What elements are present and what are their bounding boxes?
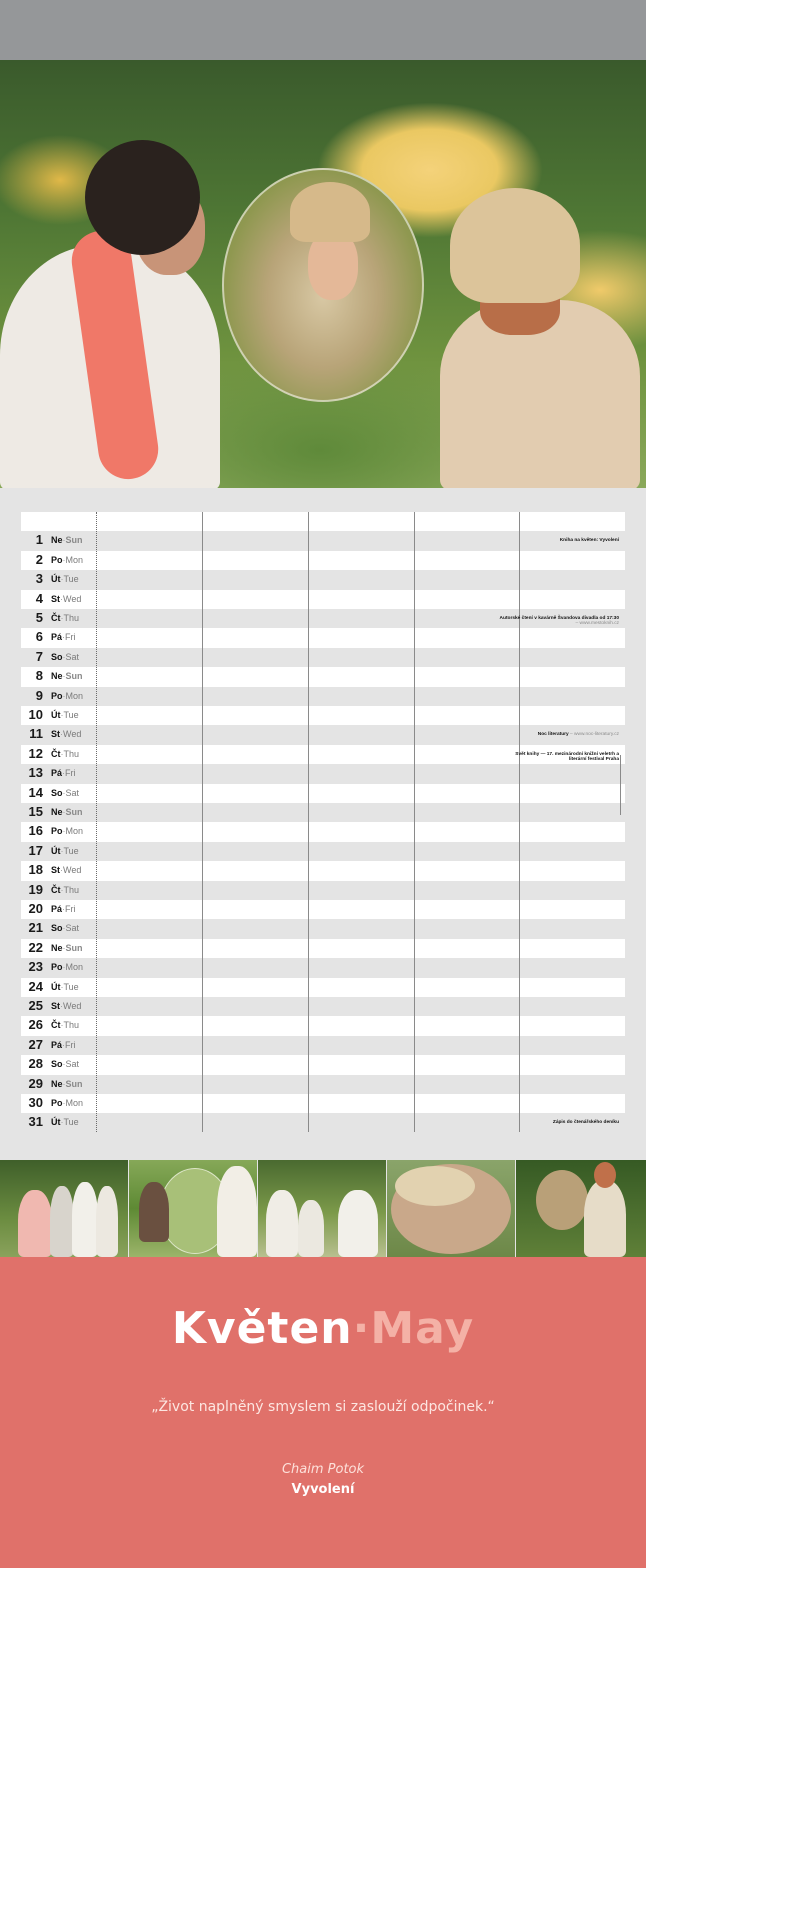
calendar-day-row	[21, 939, 625, 958]
month-title-separator: ·	[352, 1303, 371, 1354]
day-number: 2	[35, 551, 43, 567]
calendar-day-row	[21, 706, 625, 725]
photo-mirror-hat	[290, 182, 370, 242]
day-name-czech: So	[51, 923, 63, 934]
day-number: 15	[28, 804, 43, 819]
day-number: 19	[28, 881, 43, 897]
day-name	[51, 807, 83, 817]
day-name-czech: St	[51, 593, 60, 604]
day-name-czech: Po	[51, 690, 63, 701]
event-note-text: Autorské čtení v kavárně Švandova divadla od 17:30	[499, 616, 619, 621]
day-name	[51, 885, 79, 895]
day-name-english: Wed	[63, 865, 82, 876]
calendar-day-row	[21, 570, 625, 589]
strip-photo-2	[129, 1160, 257, 1257]
day-number: 23	[28, 959, 43, 975]
day-name	[51, 865, 81, 875]
calendar-day-row	[21, 803, 625, 822]
day-name-czech: Ne	[51, 942, 63, 953]
strip-photo-5	[516, 1160, 646, 1257]
day-name-english: Mon	[65, 962, 84, 973]
photo-hair-left	[85, 140, 200, 255]
day-number: 18	[28, 862, 43, 878]
day-name-separator: ·	[60, 613, 64, 623]
calendar-day-row	[21, 648, 625, 667]
day-name-czech: Čt	[51, 884, 61, 895]
day-name-czech: So	[51, 1059, 63, 1070]
day-name-separator: ·	[62, 1098, 66, 1108]
day-number: 12	[28, 745, 43, 761]
day-name-english: Sun	[65, 942, 83, 953]
calendar-day-row	[21, 861, 625, 880]
day-number: 9	[35, 687, 43, 703]
calendar-day-row	[21, 1016, 625, 1035]
day-name	[51, 923, 79, 933]
day-number: 14	[28, 784, 43, 800]
event-note-text: Kniha na květen: Vyvolení	[559, 538, 619, 544]
day-name-czech: Út	[51, 1117, 61, 1128]
day-name-separator: ·	[62, 787, 66, 798]
day-name-separator: ·	[62, 690, 66, 701]
day-name-english: Sun	[65, 535, 83, 546]
day-name-czech: Ne	[51, 671, 63, 682]
event-note-text: Noc literatury	[537, 732, 569, 738]
day-name	[51, 1040, 76, 1050]
calendar-event-note	[499, 616, 619, 627]
calendar-day-row	[21, 1055, 625, 1074]
strip-photo-3	[258, 1160, 386, 1257]
day-name-czech: Čt	[51, 1020, 61, 1031]
day-name-czech: Po	[51, 962, 63, 973]
day-name	[51, 749, 79, 759]
day-name-separator: ·	[62, 632, 66, 643]
calendar-day-row	[21, 900, 625, 919]
calendar-day-row	[21, 919, 625, 938]
day-name-czech: Út	[51, 981, 61, 992]
day-number: 8	[35, 668, 43, 684]
day-name-czech: Út	[51, 845, 61, 856]
day-name-english: Thu	[63, 613, 80, 623]
day-name-separator: ·	[62, 768, 66, 779]
calendar-day-row	[21, 628, 625, 647]
month-title	[0, 1303, 646, 1354]
calendar-column-line	[519, 512, 520, 1132]
calendar-day-row	[21, 1094, 625, 1113]
day-name-separator: ·	[60, 1001, 63, 1011]
month-title-czech: Květen	[171, 1303, 353, 1354]
day-name	[51, 904, 76, 914]
day-name-english: Wed	[63, 729, 82, 740]
day-name-english: Tue	[63, 710, 79, 720]
day-number: 3	[35, 571, 43, 587]
day-name	[51, 768, 76, 778]
day-name	[51, 846, 79, 856]
day-name	[51, 574, 79, 584]
day-number: 26	[28, 1017, 43, 1033]
day-name-english: Fri	[65, 768, 76, 779]
day-name-english: Thu	[63, 884, 80, 895]
day-name-czech: Út	[51, 574, 61, 585]
calendar-day-row	[21, 1036, 625, 1055]
day-number: 29	[28, 1075, 43, 1091]
day-name-english: Fri	[65, 904, 76, 914]
blank-area	[0, 1568, 646, 1928]
day-name	[51, 982, 79, 992]
day-number: 4	[35, 590, 43, 606]
calendar-event-note	[499, 732, 619, 737]
day-name-czech: Čt	[51, 748, 61, 759]
day-name	[51, 535, 83, 545]
day-name-english: Tue	[63, 574, 79, 585]
day-name-english: Sat	[65, 651, 80, 662]
top-bar	[0, 0, 646, 60]
calendar-day-row	[21, 1075, 625, 1094]
day-name-english: Wed	[63, 593, 82, 604]
day-name-english: Fri	[65, 1039, 76, 1050]
day-number: 10	[28, 707, 43, 722]
day-name-separator: ·	[62, 1078, 66, 1089]
footer-panel	[0, 1257, 646, 1568]
event-note-url: – www.noc-literatury.cz	[570, 732, 619, 738]
day-name-english: Sun	[65, 671, 83, 682]
calendar-day-row	[21, 784, 625, 803]
day-number: 17	[28, 842, 43, 858]
day-number: 25	[28, 998, 43, 1013]
day-name-english: Thu	[63, 748, 80, 759]
day-name	[51, 652, 79, 662]
day-name-separator: ·	[60, 574, 64, 585]
quote-text: „Život naplněný smyslem si zaslouží odpočinek.“	[151, 1399, 495, 1415]
day-name-english: Sat	[65, 787, 80, 798]
day-number: 7	[35, 648, 43, 664]
calendar-day-row	[21, 881, 625, 900]
day-number: 16	[28, 823, 43, 839]
day-name-separator: ·	[62, 1039, 66, 1050]
calendar-column-line	[308, 512, 309, 1132]
calendar-event-note	[499, 1120, 619, 1125]
calendar-day-row	[21, 687, 625, 706]
day-name-czech: Pá	[51, 632, 63, 643]
day-name-separator: ·	[60, 865, 63, 876]
quote-book-title: Vyvolení	[291, 1482, 355, 1497]
day-name-czech: So	[51, 787, 63, 798]
day-name	[51, 555, 83, 565]
day-name-czech: Po	[51, 1098, 63, 1108]
calendar-day-row	[21, 590, 625, 609]
day-name-czech: Ne	[51, 1078, 63, 1089]
calendar-column-line	[202, 512, 203, 1132]
day-name-separator: ·	[60, 729, 63, 740]
calendar-day-row	[21, 997, 625, 1016]
day-name-separator: ·	[60, 593, 63, 604]
day-number: 27	[28, 1036, 43, 1052]
calendar-day-row	[21, 764, 625, 783]
day-name	[51, 962, 83, 972]
day-number: 21	[28, 920, 43, 936]
day-name-english: Mon	[65, 1098, 84, 1108]
day-name-separator: ·	[62, 554, 66, 565]
day-name-english: Sat	[65, 923, 80, 934]
day-name-english: Fri	[65, 632, 76, 643]
day-number: 30	[28, 1095, 43, 1110]
day-name-czech: Pá	[51, 904, 63, 914]
day-name-czech: Út	[51, 710, 61, 720]
day-name-english: Tue	[63, 981, 79, 992]
day-name-english: Sun	[65, 1078, 83, 1089]
day-number: 24	[28, 978, 43, 994]
day-name	[51, 1098, 83, 1108]
calendar-day-row	[21, 958, 625, 977]
monthly-calendar-grid	[21, 512, 625, 1132]
event-note-text: Svět knihy — 17. mezinárodní knižní veletrh a literární festival Praha	[515, 751, 619, 763]
month-title-english: May	[370, 1303, 475, 1354]
day-name	[51, 943, 83, 953]
day-name-separator: ·	[62, 1059, 66, 1070]
day-number: 13	[28, 765, 43, 781]
quote-author: Chaim Potok	[281, 1462, 365, 1477]
day-name-separator: ·	[60, 748, 64, 759]
day-name-czech: Po	[51, 826, 63, 837]
calendar-day-row	[21, 667, 625, 686]
calendar-day-row	[21, 842, 625, 861]
day-number: 20	[28, 901, 43, 916]
day-name	[51, 788, 79, 798]
day-name-separator: ·	[60, 981, 64, 992]
day-name-english: Sun	[65, 807, 83, 817]
day-number: 28	[28, 1056, 43, 1072]
day-name-czech: Pá	[51, 1039, 63, 1050]
day-name	[51, 1079, 83, 1089]
day-name-english: Mon	[65, 826, 84, 837]
strip-photo-4	[387, 1160, 515, 1257]
day-name-separator: ·	[62, 671, 66, 682]
day-name-czech: Ne	[51, 535, 63, 546]
day-number: 6	[35, 629, 43, 645]
day-name-separator: ·	[62, 651, 66, 662]
day-number: 31	[28, 1114, 43, 1130]
calendar-column-line	[96, 512, 97, 1132]
calendar-day-row	[21, 978, 625, 997]
day-name-separator: ·	[62, 942, 66, 953]
day-name-english: Tue	[63, 1117, 79, 1128]
day-name-czech: Ne	[51, 807, 63, 817]
day-name-english: Thu	[63, 1020, 80, 1031]
day-name	[51, 613, 79, 623]
day-name	[51, 1001, 81, 1011]
day-name-english: Wed	[63, 1001, 82, 1011]
calendar-event-note	[499, 752, 619, 763]
day-number: 1	[35, 532, 43, 548]
day-name	[51, 826, 83, 836]
day-name	[51, 1020, 79, 1030]
day-name-separator: ·	[62, 807, 66, 817]
day-name-separator: ·	[60, 1020, 64, 1031]
day-name-english: Sat	[65, 1059, 80, 1070]
day-name-separator: ·	[60, 845, 64, 856]
day-name-czech: St	[51, 729, 60, 740]
day-name	[51, 691, 83, 701]
day-name	[51, 729, 81, 739]
day-name-separator: ·	[62, 962, 66, 973]
photo-strip	[0, 1160, 646, 1257]
day-name-english: Mon	[65, 554, 84, 565]
day-name-czech: Pá	[51, 768, 63, 779]
day-name	[51, 594, 81, 604]
day-name-separator: ·	[62, 923, 66, 934]
day-name	[51, 710, 79, 720]
event-duration-line	[620, 755, 621, 815]
day-name	[51, 671, 83, 681]
day-name-czech: St	[51, 1001, 60, 1011]
calendar-day-row	[21, 822, 625, 841]
day-number: 11	[29, 726, 43, 742]
day-name	[51, 632, 76, 642]
day-number: 5	[35, 610, 43, 625]
photo-hat-right	[450, 188, 580, 303]
event-note-text: Zápis do čtenářského deníku	[552, 1120, 619, 1126]
main-photo	[0, 60, 646, 488]
day-name-czech: So	[51, 651, 63, 662]
event-note-url: – www.mestoknih.cz	[575, 621, 619, 627]
strip-photo-1	[0, 1160, 128, 1257]
day-number: 22	[28, 939, 43, 955]
day-name-czech: St	[51, 865, 60, 876]
calendar-header-row	[21, 512, 625, 531]
day-name-separator: ·	[62, 826, 66, 837]
day-name-english: Tue	[63, 845, 79, 856]
day-name	[51, 1117, 79, 1127]
day-name-separator: ·	[60, 884, 64, 895]
day-name-czech: Čt	[51, 613, 61, 623]
day-name-czech: Po	[51, 554, 63, 565]
day-name-separator: ·	[60, 1117, 64, 1128]
calendar-day-row	[21, 551, 625, 570]
calendar-event-note	[499, 538, 619, 543]
day-name-english: Mon	[65, 690, 84, 701]
day-name	[51, 1059, 79, 1069]
calendar-column-line	[414, 512, 415, 1132]
day-name-separator: ·	[62, 904, 66, 914]
day-name-separator: ·	[62, 535, 66, 546]
day-name-separator: ·	[60, 710, 64, 720]
